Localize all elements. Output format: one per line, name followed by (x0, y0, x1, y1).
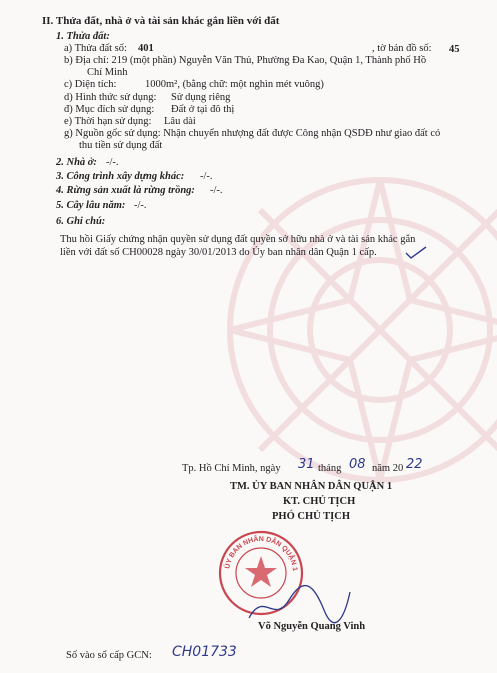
dien-tich-value: 1000m², (bằng chữ: một nghìn mét vuông) (145, 79, 324, 90)
to-ban-do-label: , tờ bản đồ số: (372, 43, 432, 54)
rung-value: -/-. (210, 185, 223, 196)
date-month-label: tháng (318, 463, 342, 474)
dien-tich-label: c) Diện tích: (64, 79, 117, 90)
cay-value: -/-. (134, 200, 147, 211)
hinh-thuc-value: Sử dụng riêng (171, 92, 231, 103)
date-year-label: năm 20 (372, 463, 404, 474)
nha-o-label: 2. Nhà ở: (56, 157, 97, 168)
signer-kt: KT. CHỦ TỊCH (283, 496, 356, 507)
ghi-chu-label: 6. Ghi chú: (56, 216, 106, 227)
nguon-goc-line1: g) Nguồn gốc sử dụng: Nhận chuyển nhượng đất được Công nhận QSDĐ như giao đất có (64, 128, 441, 139)
cong-trinh-value: -/-. (200, 171, 213, 182)
seal-text: ỦY BAN NHÂN DÂN QUẬN 1 (224, 535, 298, 572)
to-ban-do-value: 45 (449, 44, 460, 55)
signer-title: PHÓ CHỦ TỊCH (272, 511, 350, 522)
ghi-chu-line1: Thu hồi Giấy chứng nhận quyền sử dụng đất quyền sở hữu nhà ở và tài sản khác gắn (60, 234, 416, 245)
date-day: 31 (298, 457, 315, 472)
nguon-goc-line2: thu tiền sử dụng đất (79, 140, 163, 151)
thoi-han-value: Lâu dài (164, 116, 196, 127)
signer-name: Võ Nguyễn Quang Vinh (258, 621, 366, 632)
hinh-thuc-label: d) Hình thức sử dụng: (64, 92, 157, 103)
muc-dich-label: đ) Mục đích sử dụng: (64, 104, 155, 115)
so-vao-so-label: Số vào sổ cấp GCN: (66, 650, 152, 661)
ghi-chu-line2: liền với đất số CH00028 ngày 30/01/2013 do Ủy ban nhân dân Quận 1 cấp. (60, 247, 377, 258)
thoi-han-label: e) Thời hạn sử dụng: (64, 116, 152, 127)
thua-dat-so-label: a) Thửa đất số: (64, 43, 127, 54)
date-year: 22 (406, 457, 423, 472)
nha-o-value: -/-. (106, 157, 119, 168)
rung-label: 4. Rừng sản xuất là rừng trồng: (56, 185, 195, 196)
cong-trinh-label: 3. Công trình xây dựng khác: (56, 171, 185, 182)
dia-chi-line2: Chí Minh (87, 67, 128, 78)
section-title: II. Thửa đất, nhà ở và tài sản khác gắn liền với đất (42, 15, 280, 27)
thua-dat-heading: 1. Thửa đất: (56, 31, 110, 42)
date-month: 08 (349, 457, 366, 472)
date-prefix: Tp. Hồ Chí Minh, ngày (182, 463, 281, 474)
check-mark-icon (405, 246, 427, 260)
so-vao-so-value: CH01733 (172, 644, 237, 660)
dia-chi-line1: b) Địa chỉ: 219 (một phần) Nguyễn Văn Thủ, Phường Đa Kao, Quận 1, Thành phố Hồ (64, 55, 427, 66)
thua-dat-so-value: 401 (138, 43, 154, 54)
cay-label: 5. Cây lâu năm: (56, 200, 126, 211)
muc-dich-value: Đất ở tại đô thị (171, 104, 235, 115)
signer-org: TM. ỦY BAN NHÂN DÂN QUẬN 1 (230, 481, 393, 492)
